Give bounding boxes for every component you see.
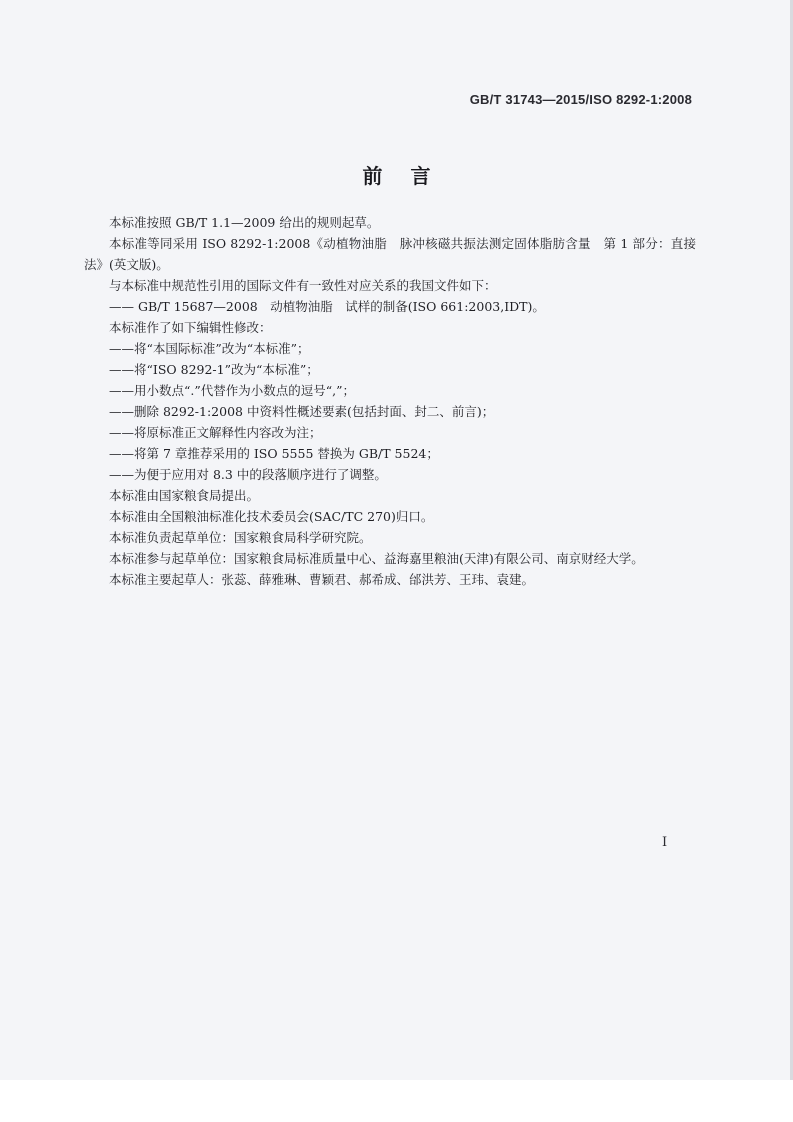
foreword-body (84, 212, 696, 590)
paragraph-drafting-rule: 本标准按照 GB/T 1.1—2009 给出的规则起草。 (109, 215, 380, 230)
page-title: 前言 (362, 164, 459, 188)
paragraph-proposer: 本标准由国家粮食局提出。 (109, 488, 260, 503)
list-item-editorial-change: ——删除 8292-1:2008 中资料性概述要素(包括封面、封二、前言)； (109, 404, 495, 419)
list-item-editorial-change: ——将原标准正文解释性内容改为注； (109, 425, 322, 440)
paragraph-editorial-changes-intro: 本标准作了如下编辑性修改： (109, 320, 272, 335)
list-item-editorial-change: ——将第 7 章推荐采用的 ISO 5555 替换为 GB/T 5524； (109, 446, 439, 461)
list-item-editorial-change: ——将“ISO 8292-1”改为“本标准”； (109, 362, 319, 377)
standard-code: GB/T 31743—2015/ISO 8292-1:2008 (469, 92, 692, 107)
list-item-editorial-change: ——为便于应用对 8.3 中的段落顺序进行了调整。 (109, 467, 387, 482)
paragraph-adoption: 本标准等同采用 ISO 8292-1:2008《动植物油脂 脉冲核磁共振法测定固体脂肪含量 第 1 部分：直接法》(英文版)。 (84, 236, 696, 272)
list-item-editorial-change: ——将“本国际标准”改为“本标准”； (109, 341, 310, 356)
paragraph-committee: 本标准由全国粮油标准化技术委员会(SAC/TC 270)归口。 (109, 509, 434, 524)
paragraph-referenced-docs-intro: 与本标准中规范性引用的国际文件有一致性对应关系的我国文件如下： (109, 278, 497, 293)
paragraph-participating-drafters: 本标准参与起草单位：国家粮食局标准质量中心、益海嘉里粮油(天津)有限公司、南京财经大学。 (109, 551, 644, 566)
paragraph-lead-drafter: 本标准负责起草单位：国家粮食局科学研究院。 (109, 530, 372, 545)
list-item-referenced-doc: —— GB/T 15687—2008 动植物油脂 试样的制备(ISO 661:2003,IDT)。 (109, 299, 545, 314)
list-item-editorial-change: ——用小数点“.”代替作为小数点的逗号“,”； (109, 383, 356, 398)
page-number: I (662, 835, 668, 850)
paragraph-main-drafters: 本标准主要起草人：张蕊、薛雅琳、曹颖君、郝希成、邰洪芳、王玮、袁建。 (109, 572, 535, 587)
